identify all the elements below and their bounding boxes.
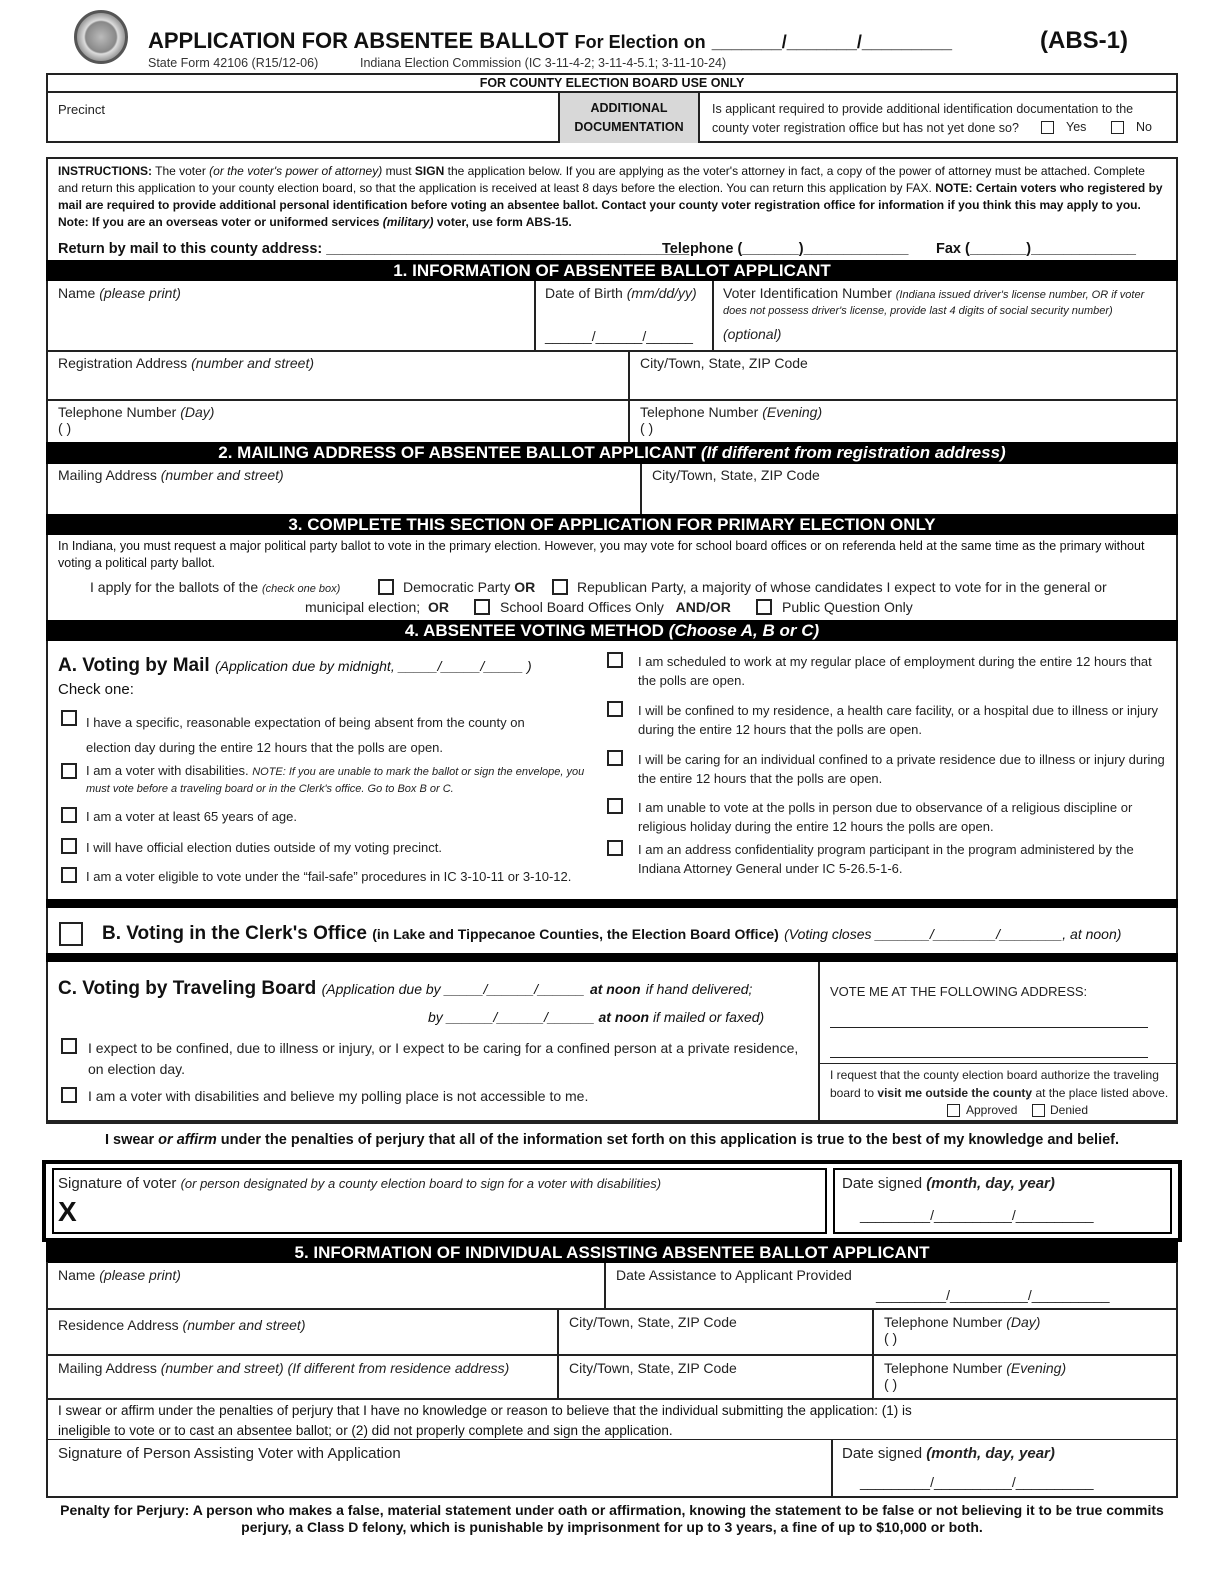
oath-or: or (158, 1132, 173, 1148)
divider (640, 464, 642, 514)
fail-safe-checkbox[interactable] (61, 867, 77, 883)
c-noon2: at noon (598, 1009, 650, 1025)
primary-explanation: In Indiana, you must request a major political party ballot to vote in the primary election. However, you may vote for school board offices or on referenda held at the same time as the primary without voting a political party ballot. (58, 539, 1145, 570)
assistant-date-label (842, 1445, 1055, 1462)
traveling-confined-checkbox[interactable] (61, 1038, 77, 1054)
election-duties-label: I will have official election duties outside of my voting precinct. (86, 840, 442, 855)
fax-field[interactable]: Fax (_______)_____________ (936, 241, 1136, 257)
s5-tel-eve-paren: ( ) (884, 1376, 898, 1392)
section-3-heading: 3. COMPLETE THIS SECTION OF APPLICATION FOR PRIMARY ELECTION ONLY (46, 514, 1178, 535)
additional-text: ADDITIONAL (590, 101, 668, 115)
disab-text: I am a voter with disabilities. (86, 763, 249, 778)
s5-tel-eve-hint: (Evening) (1006, 1360, 1067, 1376)
documentation-text: DOCUMENTATION (574, 120, 684, 134)
state-form-number: State Form 42106 (R15/12-06) (148, 56, 319, 70)
reg-hint: (number and street) (191, 355, 315, 371)
commission-reference: Indiana Election Commission (IC 3-11-4-2; 3-11-4-5.1; 3-11-10-24) (360, 56, 727, 70)
section-1-heading: 1. INFORMATION OF ABSENTEE BALLOT APPLICANT (46, 260, 1178, 281)
check-one-label: Check one: (58, 681, 134, 698)
assistant-name-field[interactable] (58, 1267, 181, 1283)
name-label: Name (58, 285, 96, 301)
school-text: School Board Offices Only (500, 599, 664, 615)
c-title-text: C. Voting by Traveling Board (58, 978, 317, 999)
caring-checkbox[interactable] (607, 750, 623, 766)
approved-checkbox[interactable] (947, 1104, 960, 1117)
divider (46, 899, 1178, 908)
instr-t4: the application below. If you are applying as the voter's attorney in fact, a copy of the power of attorney must be attached. Complete and return this application to your county election board, so that the application is received at least 8 days before the election. You can return this application by FAX. (58, 164, 1145, 195)
religious-label: I am unable to vote at the polls in person due to observance of a religious discipline or religious holiday during the entire 12 hours the polls are open. (638, 800, 1133, 834)
voter-id-label (723, 285, 1168, 317)
assistant-date-field[interactable]: _________/__________/__________ (860, 1474, 1094, 1490)
telephone-field[interactable]: Telephone (_______)_____________ (662, 241, 909, 257)
additional-documentation-label (558, 93, 700, 143)
section-2-heading (46, 442, 1178, 464)
divider (46, 1439, 1178, 1440)
traveling-disabilities-label: I am a voter with disabilities and believe my polling place is not accessible to me. (88, 1088, 589, 1104)
divider (46, 399, 1178, 401)
tel-eve-paren: ( ) (640, 420, 654, 436)
dob-text: Date of Birth (545, 285, 623, 301)
democratic-checkbox[interactable] (378, 579, 394, 595)
mailing-address-field[interactable] (58, 467, 284, 483)
divider (820, 1063, 1178, 1064)
disabilities-label (86, 763, 586, 797)
date-signed-field[interactable]: _________/__________/__________ (860, 1207, 1094, 1223)
s5-tel-day-hint: (Day) (1006, 1314, 1041, 1330)
divider (46, 350, 1178, 352)
public-question-label: Public Question Only (782, 599, 913, 615)
request-text-1: I request that the county election board authorize the traveling board to (830, 1068, 1159, 1100)
dob-field[interactable]: ______/______/______ (545, 328, 693, 344)
section-4-heading (46, 620, 1178, 641)
question-text: Is applicant required to provide additional identification documentation to the county voter registration office but has not yet done so? (712, 102, 1134, 135)
sig-hint: (or person designated by a county election board to sign for a voter with disabilities) (180, 1176, 662, 1191)
voter-oath (46, 1132, 1178, 1148)
b-hint: (Voting closes _______/________/________, at noon) (784, 926, 1122, 942)
divider (818, 962, 820, 1122)
s4-heading-hint: (Choose A, B or C) (668, 621, 820, 640)
penalty-notice: Penalty for Perjury: A person who makes a false, material statement under oath or affirmation, knowing the statement to be false or not believing it to be true commits perjury, a Class D felony, which is punishable by imprisonment for up to 3 years, a fine of up to $10,000 or both. (60, 1502, 1164, 1535)
title-text: APPLICATION FOR ABSENTEE BALLOT (148, 28, 569, 53)
s2-heading-text: 2. MAILING ADDRESS OF ABSENTEE BALLOT APPLICANT (218, 443, 697, 462)
work-label: I am scheduled to work at my regular place of employment during the entire 12 hours that the polls are open. (638, 654, 1152, 688)
dob-hint: (mm/dd/yy) (626, 285, 697, 301)
divider (46, 1354, 1178, 1356)
instr-note: NOTE: Certain voters who registered by mail are required to provide additional personal identification before voting an absentee ballot. Contact your county voter registration office for information if you think this may apply to you. Note: If you are an overseas voter or uniformed services (58, 181, 1163, 229)
divider (534, 281, 536, 351)
address-line-1[interactable] (830, 1027, 1148, 1028)
date-signed-text: Date signed (842, 1175, 923, 1192)
request-text-2: at the place listed above. (1035, 1086, 1169, 1100)
s5-tel-day-paren: ( ) (884, 1330, 898, 1346)
andor-text: AND/OR (675, 599, 731, 615)
republican-checkbox[interactable] (552, 579, 568, 595)
id-required-question (712, 100, 1167, 138)
registration-city-field[interactable]: City/Town, State, ZIP Code (640, 355, 808, 371)
dem-text: Democratic Party (403, 579, 511, 595)
assistant-oath: I swear or affirm under the penalties of perjury that I have no knowledge or reason to believe that the individual submitting the application: (1) is ineligible to vote or to cast an absentee ballot; or (2) did not properly complete and sign the application. (58, 1403, 912, 1438)
form-title (148, 28, 952, 54)
confined-label: I will be confined to my residence, a health care facility, or a hospital due to illness or injury during the entire 12 hours that the polls are open. (638, 703, 1159, 737)
caring-label: I will be caring for an individual confined to a private residence due to illness or injury during the entire 12 hours that the polls are open. (638, 752, 1165, 786)
divider (46, 1122, 1178, 1124)
divider (46, 953, 1178, 962)
name-hint: (please print) (99, 285, 181, 301)
date-signed-label (842, 1175, 1055, 1192)
apply-for-label (90, 578, 340, 599)
muni-text: municipal election; (305, 599, 421, 615)
voting-by-mail-title (58, 655, 532, 677)
tel-day-label: Telephone Number (58, 404, 177, 420)
oath-affirm: affirm (176, 1132, 217, 1148)
mail-hint: (number and street) (160, 467, 284, 483)
democratic-label (403, 578, 535, 597)
instructions-text (58, 163, 1168, 231)
instr-sign: SIGN (414, 164, 445, 178)
registration-address-field[interactable] (58, 355, 314, 371)
election-date-field[interactable]: _______/_______/_________ (711, 32, 952, 52)
instructions-label: INSTRUCTIONS: (58, 164, 152, 178)
instr-note-end: voter, use form ABS-15. (436, 215, 572, 229)
county-use-heading: FOR COUNTY ELECTION BOARD USE ONLY (46, 73, 1178, 93)
res-hint: (number and street) (182, 1317, 306, 1333)
date-assistance-field[interactable]: _________/__________/__________ (876, 1287, 1110, 1303)
divider (628, 351, 630, 443)
c-hint1: (Application due by _____/______/______ (321, 981, 585, 997)
date-signed-hint: (month, day, year) (926, 1175, 1055, 1192)
c-mail: if mailed or faxed) (652, 1009, 765, 1025)
precinct-label: Precinct (58, 102, 105, 117)
oath-t1: I swear (104, 1132, 155, 1148)
school-board-label (500, 598, 731, 617)
confidentiality-label: I am an address confidentiality program participant in the program administered by the Indiana Attorney General under IC 5-26.5-1-6. (638, 842, 1134, 876)
s5-date-text: Date signed (842, 1445, 923, 1462)
tel-eve-label: Telephone Number (640, 404, 759, 420)
s5-mail-label: Mailing Address (58, 1360, 157, 1376)
fail-safe-label: I am a voter eligible to vote under the “fail-safe” procedures in IC 3-10-11 or 3-10-12. (86, 869, 572, 884)
approved-label: Approved (966, 1103, 1018, 1117)
work-checkbox[interactable] (607, 652, 623, 668)
republican-label: Republican Party, a majority of whose candidates I expect to vote for in the general or (577, 579, 1107, 595)
voter-id-field[interactable]: (optional) (723, 326, 782, 342)
s5-date-hint: (month, day, year) (926, 1445, 1055, 1462)
tel-day-hint: (Day) (180, 404, 215, 420)
s5-name-label: Name (58, 1267, 96, 1283)
form-code: (ABS-1) (1040, 27, 1128, 54)
s5-mail-hint: (number and street) (If different from residence address) (160, 1360, 510, 1376)
or-text: OR (514, 579, 536, 595)
denied-checkbox[interactable] (1032, 1104, 1045, 1117)
denied-label: Denied (1050, 1103, 1089, 1117)
election-duties-checkbox[interactable] (61, 838, 77, 854)
confined-checkbox[interactable] (607, 701, 623, 717)
tel-day-paren: ( ) (58, 420, 72, 436)
municipal-label (305, 598, 449, 617)
religious-checkbox[interactable] (607, 798, 623, 814)
s4-heading-text: 4. ABSENTEE VOTING METHOD (404, 621, 664, 640)
age-65-checkbox[interactable] (61, 807, 77, 823)
return-address-field[interactable]: Return by mail to this county address: _____________________________________________ (58, 241, 690, 257)
confidentiality-checkbox[interactable] (607, 840, 623, 856)
divider (46, 1308, 1178, 1310)
s5-name-hint: (please print) (99, 1267, 181, 1283)
disab-note: NOTE: If you are unable to mark the ballot or sign the envelope, you must vote before a traveling board or in the Clerk's office. Go to Box B or C. (86, 766, 585, 795)
telephone-evening-field[interactable] (640, 404, 822, 436)
state-seal-icon (74, 10, 128, 64)
instr-t2: (or the voter's power of attorney) (209, 164, 383, 178)
section-5-heading: 5. INFORMATION OF INDIVIDUAL ASSISTING ABSENTEE BALLOT APPLICANT (46, 1242, 1178, 1263)
assistant-tel-evening-field[interactable] (884, 1360, 1066, 1392)
assistant-mailing-city-field[interactable]: City/Town, State, ZIP Code (569, 1360, 737, 1376)
s2-heading-hint: (If different from registration address) (700, 443, 1006, 462)
public-question-checkbox[interactable] (756, 599, 772, 615)
traveling-confined-label: I expect to be confined, due to illness or injury, or I expect to be caring for a confined person at a private residence, on election day. (88, 1040, 799, 1077)
absent-county-label: I have a specific, reasonable expectation of being absent from the county on election day during the entire 12 hours that the polls are open. (86, 715, 525, 755)
oath-t2: under the penalties of perjury that all of the information set forth on this application is true to the best of my knowledge and belief. (220, 1132, 1120, 1148)
no-label: No (1136, 120, 1152, 134)
instr-military: (military) (382, 215, 434, 229)
sig-label-text: Signature of voter (58, 1175, 177, 1192)
vote-me-label: VOTE ME AT THE FOLLOWING ADDRESS: (830, 984, 1088, 999)
request-bold: visit me outside the county (877, 1086, 1033, 1100)
b-counties: (in Lake and Tippecanoe Counties, the Election Board Office) (372, 926, 779, 942)
check-one-hint: (check one box) (262, 583, 341, 595)
date-assistance-label: Date Assistance to Applicant Provided (616, 1267, 852, 1283)
c-noon1: at noon (589, 981, 641, 997)
vid-hint: (Indiana issued driver's license number, OR if voter does not possess driver's license, provide last 4 digits of social security number) (723, 289, 1145, 317)
c-hand: if hand delivered; (645, 981, 753, 997)
assistant-signature-field[interactable]: Signature of Person Assisting Voter with Application (58, 1445, 401, 1462)
divider (831, 1440, 833, 1498)
applicant-name-field[interactable] (58, 285, 181, 301)
a-title-text: A. Voting by Mail (58, 655, 210, 676)
divider (46, 1398, 1178, 1400)
school-board-checkbox[interactable] (474, 599, 490, 615)
instr-t1: The voter (155, 164, 206, 178)
assistant-tel-day-field[interactable] (884, 1314, 1040, 1346)
vid-text: Voter Identification Number (723, 285, 892, 301)
apply-text: I apply for the ballots of the (90, 579, 259, 595)
s5-tel-eve-label: Telephone Number (884, 1360, 1003, 1376)
residence-city-field[interactable]: City/Town, State, ZIP Code (569, 1314, 737, 1330)
instr-t3: must (385, 164, 412, 178)
telephone-day-field[interactable] (58, 404, 214, 436)
res-label: Residence Address (58, 1317, 179, 1333)
mailing-city-field[interactable]: City/Town, State, ZIP Code (652, 467, 820, 483)
reg-label: Registration Address (58, 355, 188, 371)
no-checkbox[interactable] (1111, 121, 1124, 134)
traveling-board-title (58, 978, 752, 1000)
dob-label (545, 285, 697, 301)
s5-tel-day-label: Telephone Number (884, 1314, 1003, 1330)
b-title-text: B. Voting in the Clerk's Office (102, 923, 367, 944)
for-election-label: For Election on (574, 32, 706, 52)
address-line-2[interactable] (830, 1057, 1148, 1058)
voter-signature-label (58, 1175, 661, 1192)
disabilities-checkbox[interactable] (61, 763, 77, 779)
divider (712, 281, 714, 351)
age-65-label: I am a voter at least 65 years of age. (86, 809, 298, 824)
residence-address-field[interactable] (58, 1317, 305, 1333)
a-hint: (Application due by midnight, _____/_____/_____ ) (214, 658, 532, 674)
mail-label: Mailing Address (58, 467, 157, 483)
absent-county-checkbox[interactable] (61, 710, 77, 726)
clerks-office-checkbox[interactable] (59, 922, 83, 946)
clerks-office-title (102, 923, 1121, 945)
yes-checkbox[interactable] (1041, 121, 1054, 134)
yes-label: Yes (1066, 120, 1087, 134)
traveling-board-mail-deadline (428, 1009, 764, 1025)
signature-x-mark: X (58, 1196, 77, 1227)
tel-eve-hint: (Evening) (762, 404, 823, 420)
c-by: by ______/______/______ (428, 1009, 595, 1025)
assistant-mailing-field[interactable] (58, 1360, 509, 1376)
visit-outside-request (830, 1066, 1170, 1102)
divider (604, 1263, 606, 1309)
traveling-disabilities-checkbox[interactable] (61, 1087, 77, 1103)
or2-text: OR (427, 599, 449, 615)
